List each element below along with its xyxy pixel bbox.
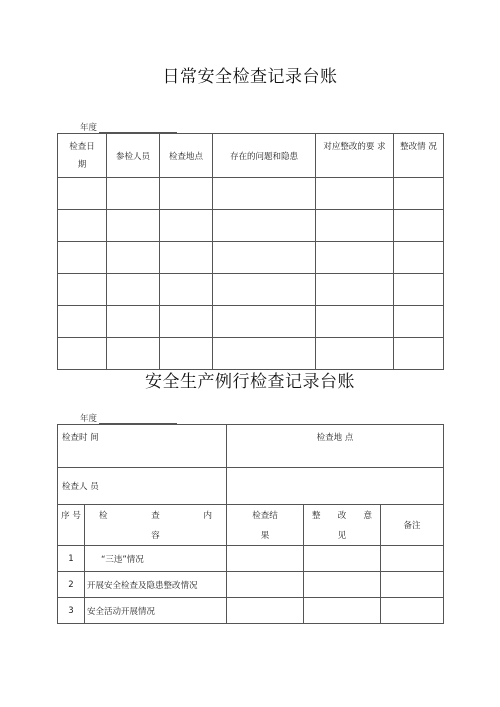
table-cell[interactable] bbox=[394, 242, 444, 274]
table-cell[interactable] bbox=[107, 242, 160, 274]
table-cell[interactable] bbox=[58, 242, 107, 274]
table-row bbox=[58, 242, 444, 274]
year-label-1: 年度 bbox=[80, 123, 98, 133]
table-cell[interactable] bbox=[107, 178, 160, 210]
table-cell[interactable] bbox=[394, 210, 444, 242]
inspector-label bbox=[58, 468, 227, 505]
item-num: 3 bbox=[58, 598, 85, 624]
table-cell[interactable] bbox=[394, 274, 444, 306]
table-cell[interactable] bbox=[394, 338, 444, 370]
header-location: 检查地点 bbox=[160, 134, 213, 178]
header-inspection-date bbox=[58, 134, 107, 178]
header-content bbox=[85, 505, 227, 546]
table-cell[interactable] bbox=[107, 210, 160, 242]
table-cell[interactable] bbox=[381, 598, 444, 624]
table-cell[interactable] bbox=[316, 210, 394, 242]
content-char-b: 查 bbox=[151, 511, 160, 521]
table-cell[interactable] bbox=[58, 306, 107, 338]
inspection-time-row bbox=[58, 425, 444, 468]
opinion-char-a: 整 bbox=[312, 511, 321, 521]
inspection-time-label bbox=[58, 425, 227, 468]
table-row bbox=[58, 546, 444, 572]
table-cell[interactable] bbox=[304, 598, 381, 624]
year-blank-2[interactable] bbox=[99, 415, 177, 424]
table-cell[interactable] bbox=[160, 274, 213, 306]
table-cell[interactable] bbox=[160, 242, 213, 274]
table-row bbox=[58, 598, 444, 624]
year-label-2: 年度 bbox=[80, 414, 98, 424]
inspection-location-label: 检查地 点 bbox=[227, 425, 444, 468]
item-text: “三违”情况 bbox=[85, 546, 227, 572]
result-line1: 检查结 bbox=[252, 511, 278, 521]
table-cell[interactable] bbox=[58, 178, 107, 210]
table-row bbox=[58, 572, 444, 598]
table-cell[interactable] bbox=[213, 338, 316, 370]
table-cell[interactable] bbox=[316, 242, 394, 274]
header-issues: 存在的问题和隐患 bbox=[213, 134, 316, 178]
opinion-char-c: 意 bbox=[363, 511, 372, 521]
routine-header-row bbox=[58, 505, 444, 546]
table-row bbox=[58, 210, 444, 242]
page-title-routine: 安全生产例行检查记录台账 bbox=[145, 372, 355, 392]
table-cell[interactable] bbox=[160, 210, 213, 242]
table-cell[interactable] bbox=[213, 242, 316, 274]
table-cell[interactable] bbox=[107, 274, 160, 306]
table-cell[interactable] bbox=[107, 338, 160, 370]
year-field-1 bbox=[80, 121, 177, 133]
table-cell[interactable] bbox=[394, 306, 444, 338]
table-cell[interactable] bbox=[304, 546, 381, 572]
header-opinion bbox=[304, 505, 381, 546]
table-row bbox=[58, 338, 444, 370]
table-cell[interactable] bbox=[160, 306, 213, 338]
table-cell[interactable] bbox=[58, 338, 107, 370]
table-cell[interactable] bbox=[58, 210, 107, 242]
table-cell[interactable] bbox=[227, 572, 304, 598]
header-status: 整改情 况 bbox=[394, 134, 444, 178]
table-cell[interactable] bbox=[213, 210, 316, 242]
table-cell[interactable] bbox=[227, 546, 304, 572]
routine-inspection-table bbox=[57, 424, 444, 624]
item-num: 2 bbox=[58, 572, 85, 598]
table-cell[interactable] bbox=[213, 178, 316, 210]
table-row bbox=[58, 274, 444, 306]
item-text: 开展安全检查及隐患整改情况 bbox=[85, 572, 227, 598]
opinion-char-b: 改 bbox=[337, 511, 347, 521]
daily-header-row bbox=[58, 134, 444, 178]
table-cell[interactable] bbox=[160, 338, 213, 370]
table-cell[interactable] bbox=[316, 306, 394, 338]
content-char-d: 容 bbox=[151, 531, 160, 541]
daily-inspection-table bbox=[57, 133, 444, 370]
table-row bbox=[58, 306, 444, 338]
header-participants: 参检人员 bbox=[107, 134, 160, 178]
time-label-text: 检查时 间 bbox=[62, 433, 99, 443]
table-cell[interactable] bbox=[316, 338, 394, 370]
inspector-label-text: 检查人 员 bbox=[62, 482, 99, 492]
opinion-char-d: 见 bbox=[337, 531, 347, 541]
table-cell[interactable] bbox=[227, 598, 304, 624]
table-cell[interactable] bbox=[58, 274, 107, 306]
table-cell[interactable] bbox=[381, 546, 444, 572]
content-char-c: 内 bbox=[203, 511, 213, 521]
header-requirements: 对应整改的要 求 bbox=[316, 134, 394, 178]
table-cell[interactable] bbox=[394, 178, 444, 210]
table-cell[interactable] bbox=[316, 274, 394, 306]
content-char-a: 检 bbox=[99, 511, 108, 521]
table-cell[interactable] bbox=[213, 306, 316, 338]
inspector-row bbox=[58, 468, 444, 505]
table-cell[interactable] bbox=[160, 178, 213, 210]
header-date-line2: 期 bbox=[77, 160, 87, 170]
header-remark: 备注 bbox=[381, 505, 444, 546]
year-field-2 bbox=[80, 412, 177, 424]
table-cell[interactable] bbox=[107, 306, 160, 338]
table-row bbox=[58, 178, 444, 210]
header-date-line1: 检查日 bbox=[69, 142, 95, 152]
page-title-daily: 日常安全检查记录台账 bbox=[162, 67, 338, 87]
table-cell[interactable] bbox=[213, 274, 316, 306]
table-cell[interactable] bbox=[316, 178, 394, 210]
inspector-value-cell[interactable] bbox=[227, 468, 444, 505]
result-line2: 果 bbox=[260, 531, 270, 541]
item-num: 1 bbox=[58, 546, 85, 572]
header-result bbox=[227, 505, 304, 546]
item-text: 安全活动开展情况 bbox=[85, 598, 227, 624]
table-cell[interactable] bbox=[381, 572, 444, 598]
table-cell[interactable] bbox=[304, 572, 381, 598]
header-seq: 序 号 bbox=[58, 505, 85, 546]
year-blank-1[interactable] bbox=[99, 124, 177, 133]
